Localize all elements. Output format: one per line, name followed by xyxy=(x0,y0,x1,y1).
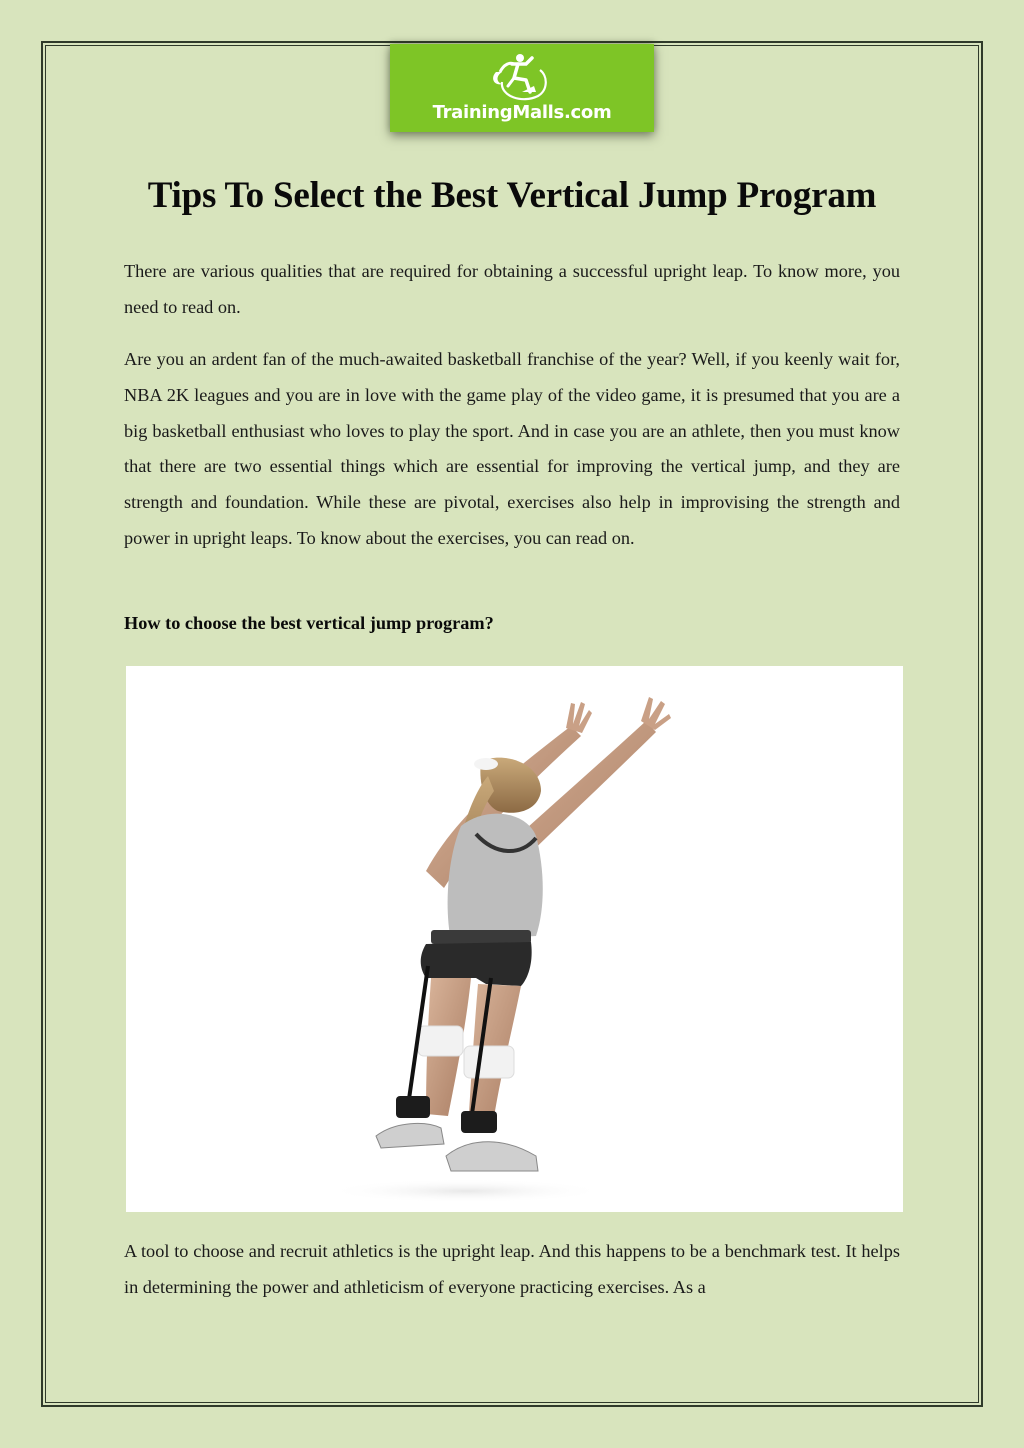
closing-paragraph: A tool to choose and recruit athletics is the upright leap. And this happens to be a benchmark test. It helps in determining the power and athleticism of everyone practicing exercises. As a xyxy=(124,1241,900,1297)
jumping-athlete-illustration xyxy=(126,666,903,1212)
trainingmalls-logo[interactable] xyxy=(390,44,654,132)
runner-figure-icon xyxy=(482,50,562,104)
logo-text: TrainingMalls.com xyxy=(432,102,612,123)
body-paragraph: Are you an ardent fan of the much-awaited basketball franchise of the year? Well, if you keenly wait for, NBA 2K leagues and you are in love with the game play of the video game, it is presumed that you are a big basketball enthusiast who loves to play the sport. And in case you are an athlete, then you must know that there are two essential things which are essential for improving the vertical jump, and they are strength and foundation. While these are pivotal, exercises also help in improvising the strength and power in upright leaps. To know about the exercises, you can read on. xyxy=(124,349,900,548)
intro-paragraph: There are various qualities that are required for obtaining a successful upright leap. To know more, you need to read on. xyxy=(124,261,900,317)
section-heading: How to choose the best vertical jump program? xyxy=(124,613,494,633)
article-photo xyxy=(126,666,903,1212)
page-title: Tips To Select the Best Vertical Jump Program xyxy=(147,175,877,216)
